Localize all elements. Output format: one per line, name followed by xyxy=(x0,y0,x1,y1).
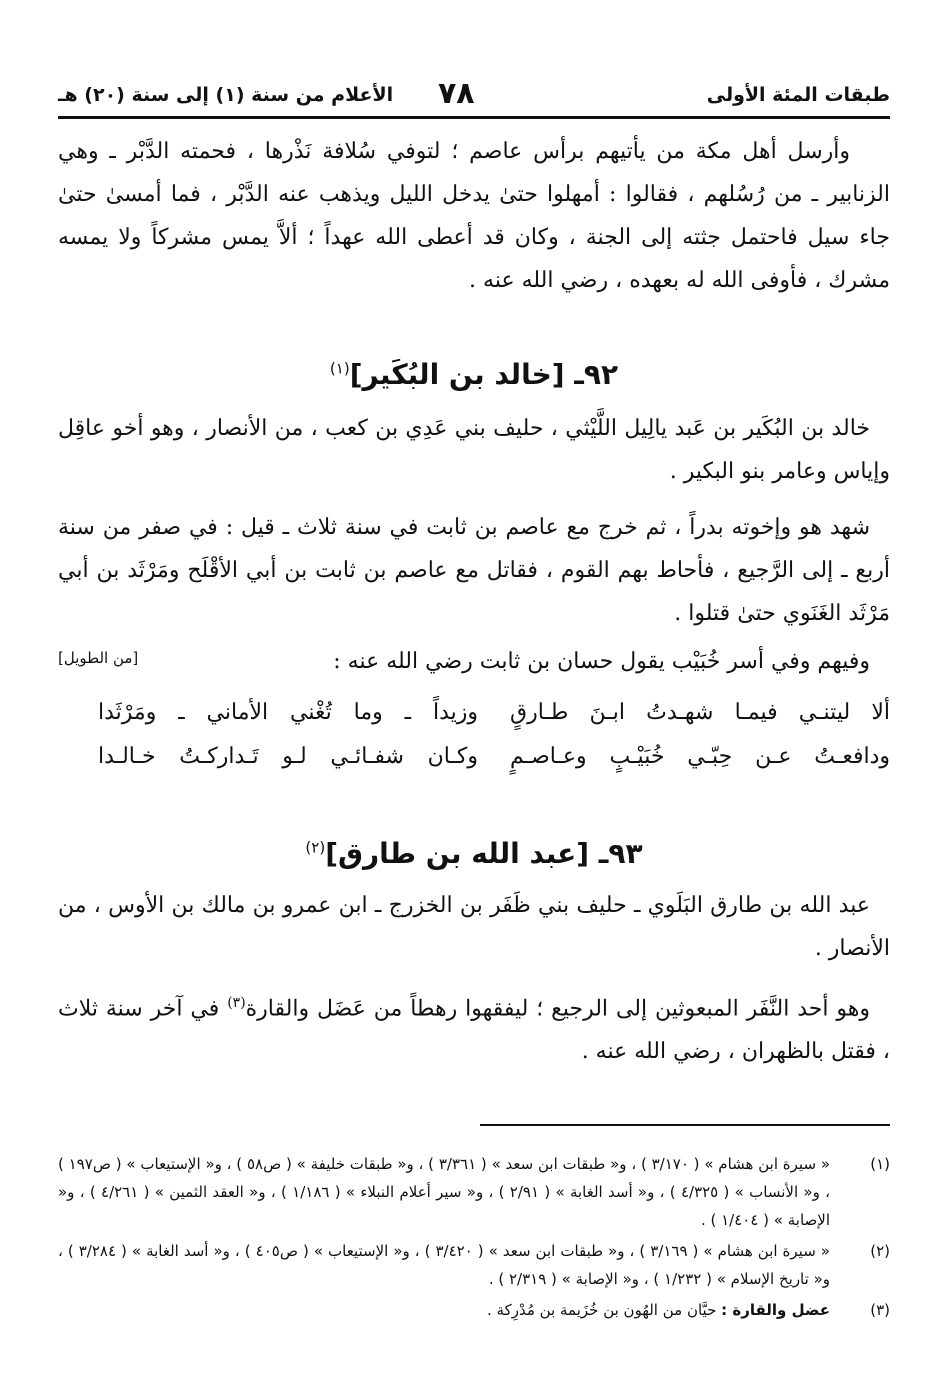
page-number: ٧٨ xyxy=(438,76,475,111)
entry-93-paragraph-1: عبد الله بن طارق البَلَوي ـ حليف بني ظَفَر بن الخزرج ـ ابن عمرو بن مالك بن الأوس ، من الأنصار . xyxy=(58,893,890,961)
footnote-3-body: حيَّان من الهُون بن خُزَيمة بن مُدْرِكة . xyxy=(486,1301,722,1319)
footnote-3-text xyxy=(58,1296,830,1324)
footnote-3 xyxy=(58,1296,890,1324)
footnote-separator xyxy=(480,1124,890,1126)
header-rule xyxy=(58,116,890,119)
section-title: الأعلام من سنة (١) إلى سنة (٢٠) هـ xyxy=(58,84,394,106)
footnote-ref-3[interactable]: (٣) xyxy=(227,995,246,1011)
entry-92-paragraph-2: شهد هو وإخوته بدراً ، ثم خرج مع عاصم بن ثابت في سنة ثلاث ـ قيل : في صفر من سنة أربع ـ إلى الرَّجيع ، فأحاط بهم القوم ، فقاتل مع عاصم بن ثابت بن أبي الأقْلَح ومَرْثَد بن أبي مَرْثَد الغَنَوي حتىٰ قتلوا . xyxy=(58,515,890,626)
footnote-1-number: (١) xyxy=(870,1155,890,1173)
entry-92-heading xyxy=(58,358,890,391)
footnote-3-number: (٣) xyxy=(870,1301,890,1319)
entry-92-title: ٩٢ـ [خالد بن البُكَير] xyxy=(349,358,619,391)
entry-93-paragraph-2-start: وهو أحد النَّفَر المبعوثين إلى الرجيع ؛ ليفقهوا رهطاً من عَضَل والقارة xyxy=(245,996,870,1022)
intro-paragraph: وأرسل أهل مكة من يأتيهم برأس عاصم ؛ لتوفي سُلافة نَذْرها ، فحمته الدَّبْر ـ وهي الزنابير ـ من رُسُلهم ، فقالوا : أمهلوا حتىٰ يدخل الليل ويذهب عنه الدَّبْر ، فما أمسىٰ حتىٰ جاء سيل فاحتمل جثته إلى الجنة ، وكان قد أعطى الله عهداً ؛ ألاَّ يمس مشركاً ولا يمسه مشرك ، فأوفى الله له بعهده ، رضي الله عنه . xyxy=(58,139,890,293)
entry-93-title: ٩٣ـ [عبد الله بن طارق] xyxy=(325,837,643,870)
entry-93-paragraph-2-end: في آخر سنة ثلاث ، فقتل بالظهران ، رضي الله عنه . xyxy=(58,996,890,1065)
verse-1 xyxy=(58,700,890,740)
book-page xyxy=(58,72,890,1362)
book-title: طبقات المئة الأولى xyxy=(706,84,890,106)
footnote-1 xyxy=(58,1150,890,1234)
verse-2 xyxy=(58,744,890,784)
verse-1-second-hemistich: وزيداً ـ وما تُغْني الأماني ـ ومَرْثَدا xyxy=(98,700,478,725)
poem-intro: وفيهم وفي أسر خُبَيْب يقول حسان بن ثابت رضي الله عنه : xyxy=(333,649,870,674)
poem-meter: [من الطويل] xyxy=(58,649,139,667)
running-header xyxy=(58,76,890,118)
footnote-2 xyxy=(58,1237,890,1293)
verse-2-first-hemistich: ودافعـتُ عـن حِبّـي خُبَيْـبٍ وعـاصـمٍ xyxy=(510,744,890,769)
footnote-3-label: عضل والقارة : xyxy=(721,1301,830,1319)
verse-2-second-hemistich: وكـان شفـائـي لـو تَـداركـتُ خـالـدا xyxy=(98,744,478,769)
entry-92-paragraph-1: خالد بن البُكَير بن عَبد يالِيل اللَّيْثي ، حليف بني عَدِي بن كعب ، من الأنصار ، وهو أخو عاقِل وإياس وعامر بنو البكير . xyxy=(58,416,890,484)
entry-93-paragraph-2 xyxy=(58,982,890,1073)
verse-1-first-hemistich: ألا ليتنـي فيمـا شهـدتُ ابـنَ طـارقٍ xyxy=(510,700,890,725)
footnote-2-number: (٢) xyxy=(870,1242,890,1260)
footnote-ref-1[interactable]: (١) xyxy=(329,359,350,378)
footnote-2-text: « سيرة ابن هشام » ( ٣/١٦٩ ) ، و« طبقات ابن سعد » ( ٣/٤٢٠ ) ، و« الإستيعاب » ( ص٤٠٥ ) ، و« أسد الغابة » ( ٣/٢٨٤ ) ، و« تاريخ الإسلام » ( ١/٢٣٢ ) ، و« الإصابة » ( ٢/٣١٩ ) . xyxy=(58,1242,830,1288)
footnote-ref-2[interactable]: (٢) xyxy=(305,838,326,857)
entry-93-heading xyxy=(58,837,890,870)
footnote-1-text: « سيرة ابن هشام » ( ٣/١٧٠ ) ، و« طبقات ابن سعد » ( ٣/٣٦١ ) ، و« طبقات خليفة » ( ص٥٨ ) ، و« الإستيعاب » ( ص١٩٧ ) ، و« الأنساب » ( ٤/٣٢٥ ) ، و« أسد الغابة » ( ٢/٩١ ) ، و« سير أعلام النبلاء » ( ١/١٨٦ ) ، و« العقد الثمين » ( ٤/٢٦١ ) ، و« الإصابة » ( ١/٤٠٤ ) . xyxy=(58,1155,830,1229)
poem-intro-line xyxy=(58,649,890,679)
